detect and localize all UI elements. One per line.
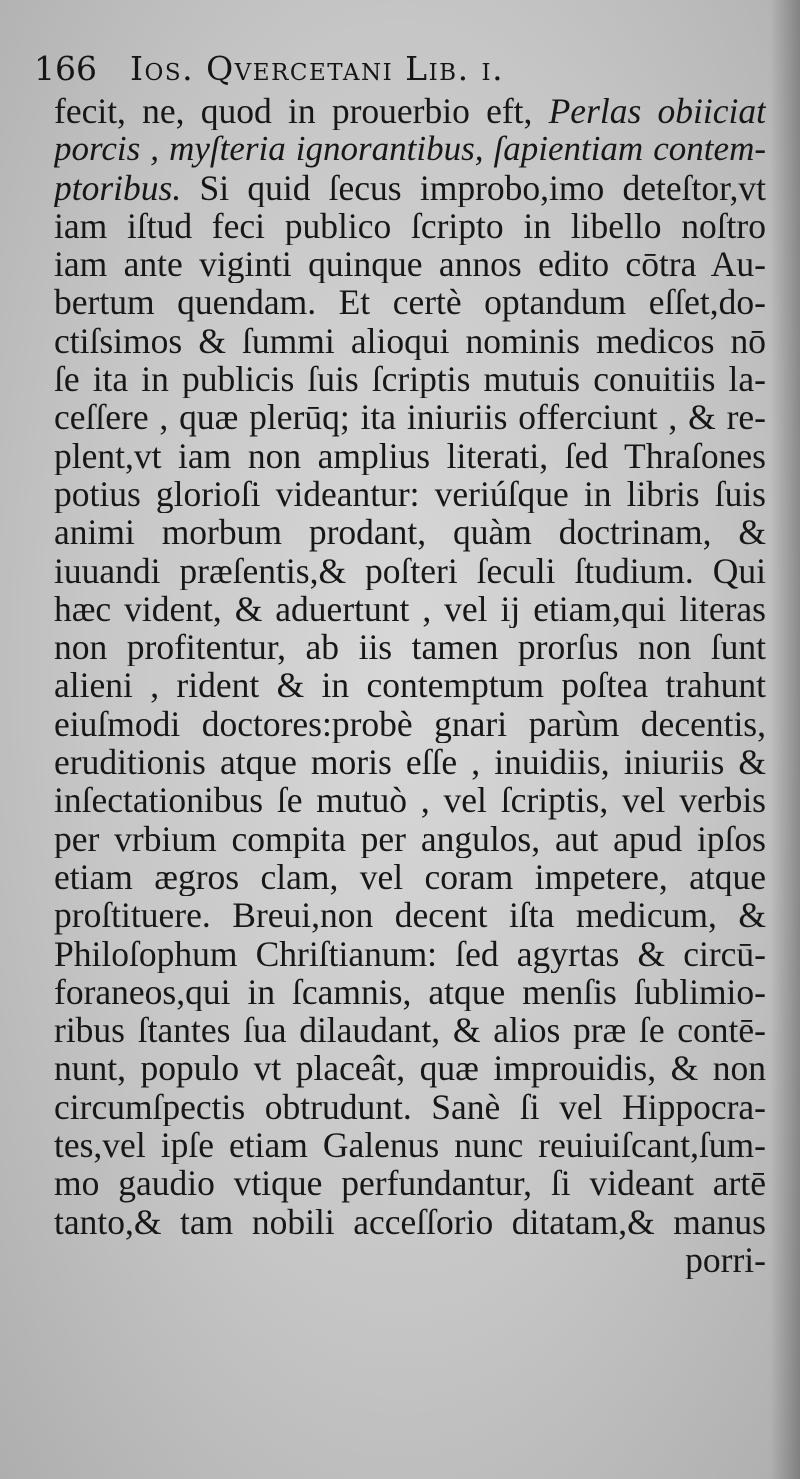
gutter-shadow [770, 0, 800, 1479]
text-line: non profitentur, ab iis tamen prorſus non ſunt [54, 628, 766, 667]
text-line: iam iſtud feci publico ſcripto in libello noſtro [54, 206, 766, 246]
text-line: animi morbum prodant, quàm doctrinam, & [54, 513, 766, 552]
text-line: porcis , myſteria ignorantibus, ſapientiam contem- [54, 130, 766, 169]
running-title: Ios. Qvercetani Lib. i. [130, 49, 505, 88]
text-line: ctiſsimos & ſummi alioqui nominis medicos nō [54, 321, 766, 361]
text-line: eruditionis atque moris eſſe , inuidiis, iniuriis & [54, 743, 766, 782]
text-line: inſectationibus ſe mutuò , vel ſcriptis, vel verbis [54, 781, 766, 820]
text-line: circumſpectis obtrudunt. Sanè ſi vel Hippocra- [54, 1087, 766, 1127]
text-line: etiam ægros clam, vel coram impetere, atque [54, 857, 766, 897]
text-line: potius glorioſi videantur: veriúſque in libris ſuis [54, 474, 766, 514]
text-line: plent,vt iam non amplius literati, ſed Thraſones [54, 436, 766, 475]
text-line: ptoribus. Si quid ſecus improbo,imo deteſtor,vt [54, 168, 766, 207]
text-line: ſe ita in publicis ſuis ſcriptis mutuis conuitiis la- [54, 360, 766, 399]
text-line: ceſſere , quæ plerūq; ita iniuriis offerciunt , & re- [54, 398, 766, 437]
text-line: proſtituere. Breui,non decent iſta medicum, & [54, 896, 766, 935]
text-line: mo gaudio vtique perfundantur, ſi videant artē [54, 1164, 766, 1203]
text-line: bertum quendam. Et certè optandum eſſet,do- [54, 283, 766, 322]
text-line: ribus ſtantes ſua dilaudant, & alios præ ſe contē- [54, 1011, 766, 1050]
text-line: iam ante viginti quinque annos edito cōtra Au- [54, 245, 766, 284]
text-line: eiuſmodi doctores:probè gnari parùm decentis, [54, 704, 766, 744]
text-line: nunt, populo vt placeât, quæ improuidis, & non [54, 1049, 766, 1088]
text-line: per vrbium compita per angulos, aut apud ipſos [54, 819, 766, 858]
text-line: alieni , rident & in contemptum poſtea trahunt [54, 666, 766, 705]
text-line: iuuandi præſentis,& poſteri ſeculi ſtudium. Qui [54, 551, 766, 590]
running-header [34, 45, 774, 93]
body-text [54, 92, 766, 1279]
catchword: porri- [685, 1240, 766, 1280]
text-line: tes,vel ipſe etiam Galenus nunc reuiuiſcant,ſum- [54, 1126, 766, 1165]
text-line: Philoſophum Chriſtianum: ſed agyrtas & circū- [54, 934, 766, 973]
text-line: foraneos,qui in ſcamnis, atque menſis ſublimio- [54, 972, 766, 1012]
text-line: hæc vident, & aduertunt , vel ij etiam,qui literas [54, 589, 766, 629]
text-line: tanto,& tam nobili acceſſorio ditatam,& manus [54, 1202, 766, 1241]
page-number: 166 [34, 49, 97, 88]
text-line: fecit, ne, quod in prouerbio eft, Perlas obiiciat [54, 92, 766, 131]
